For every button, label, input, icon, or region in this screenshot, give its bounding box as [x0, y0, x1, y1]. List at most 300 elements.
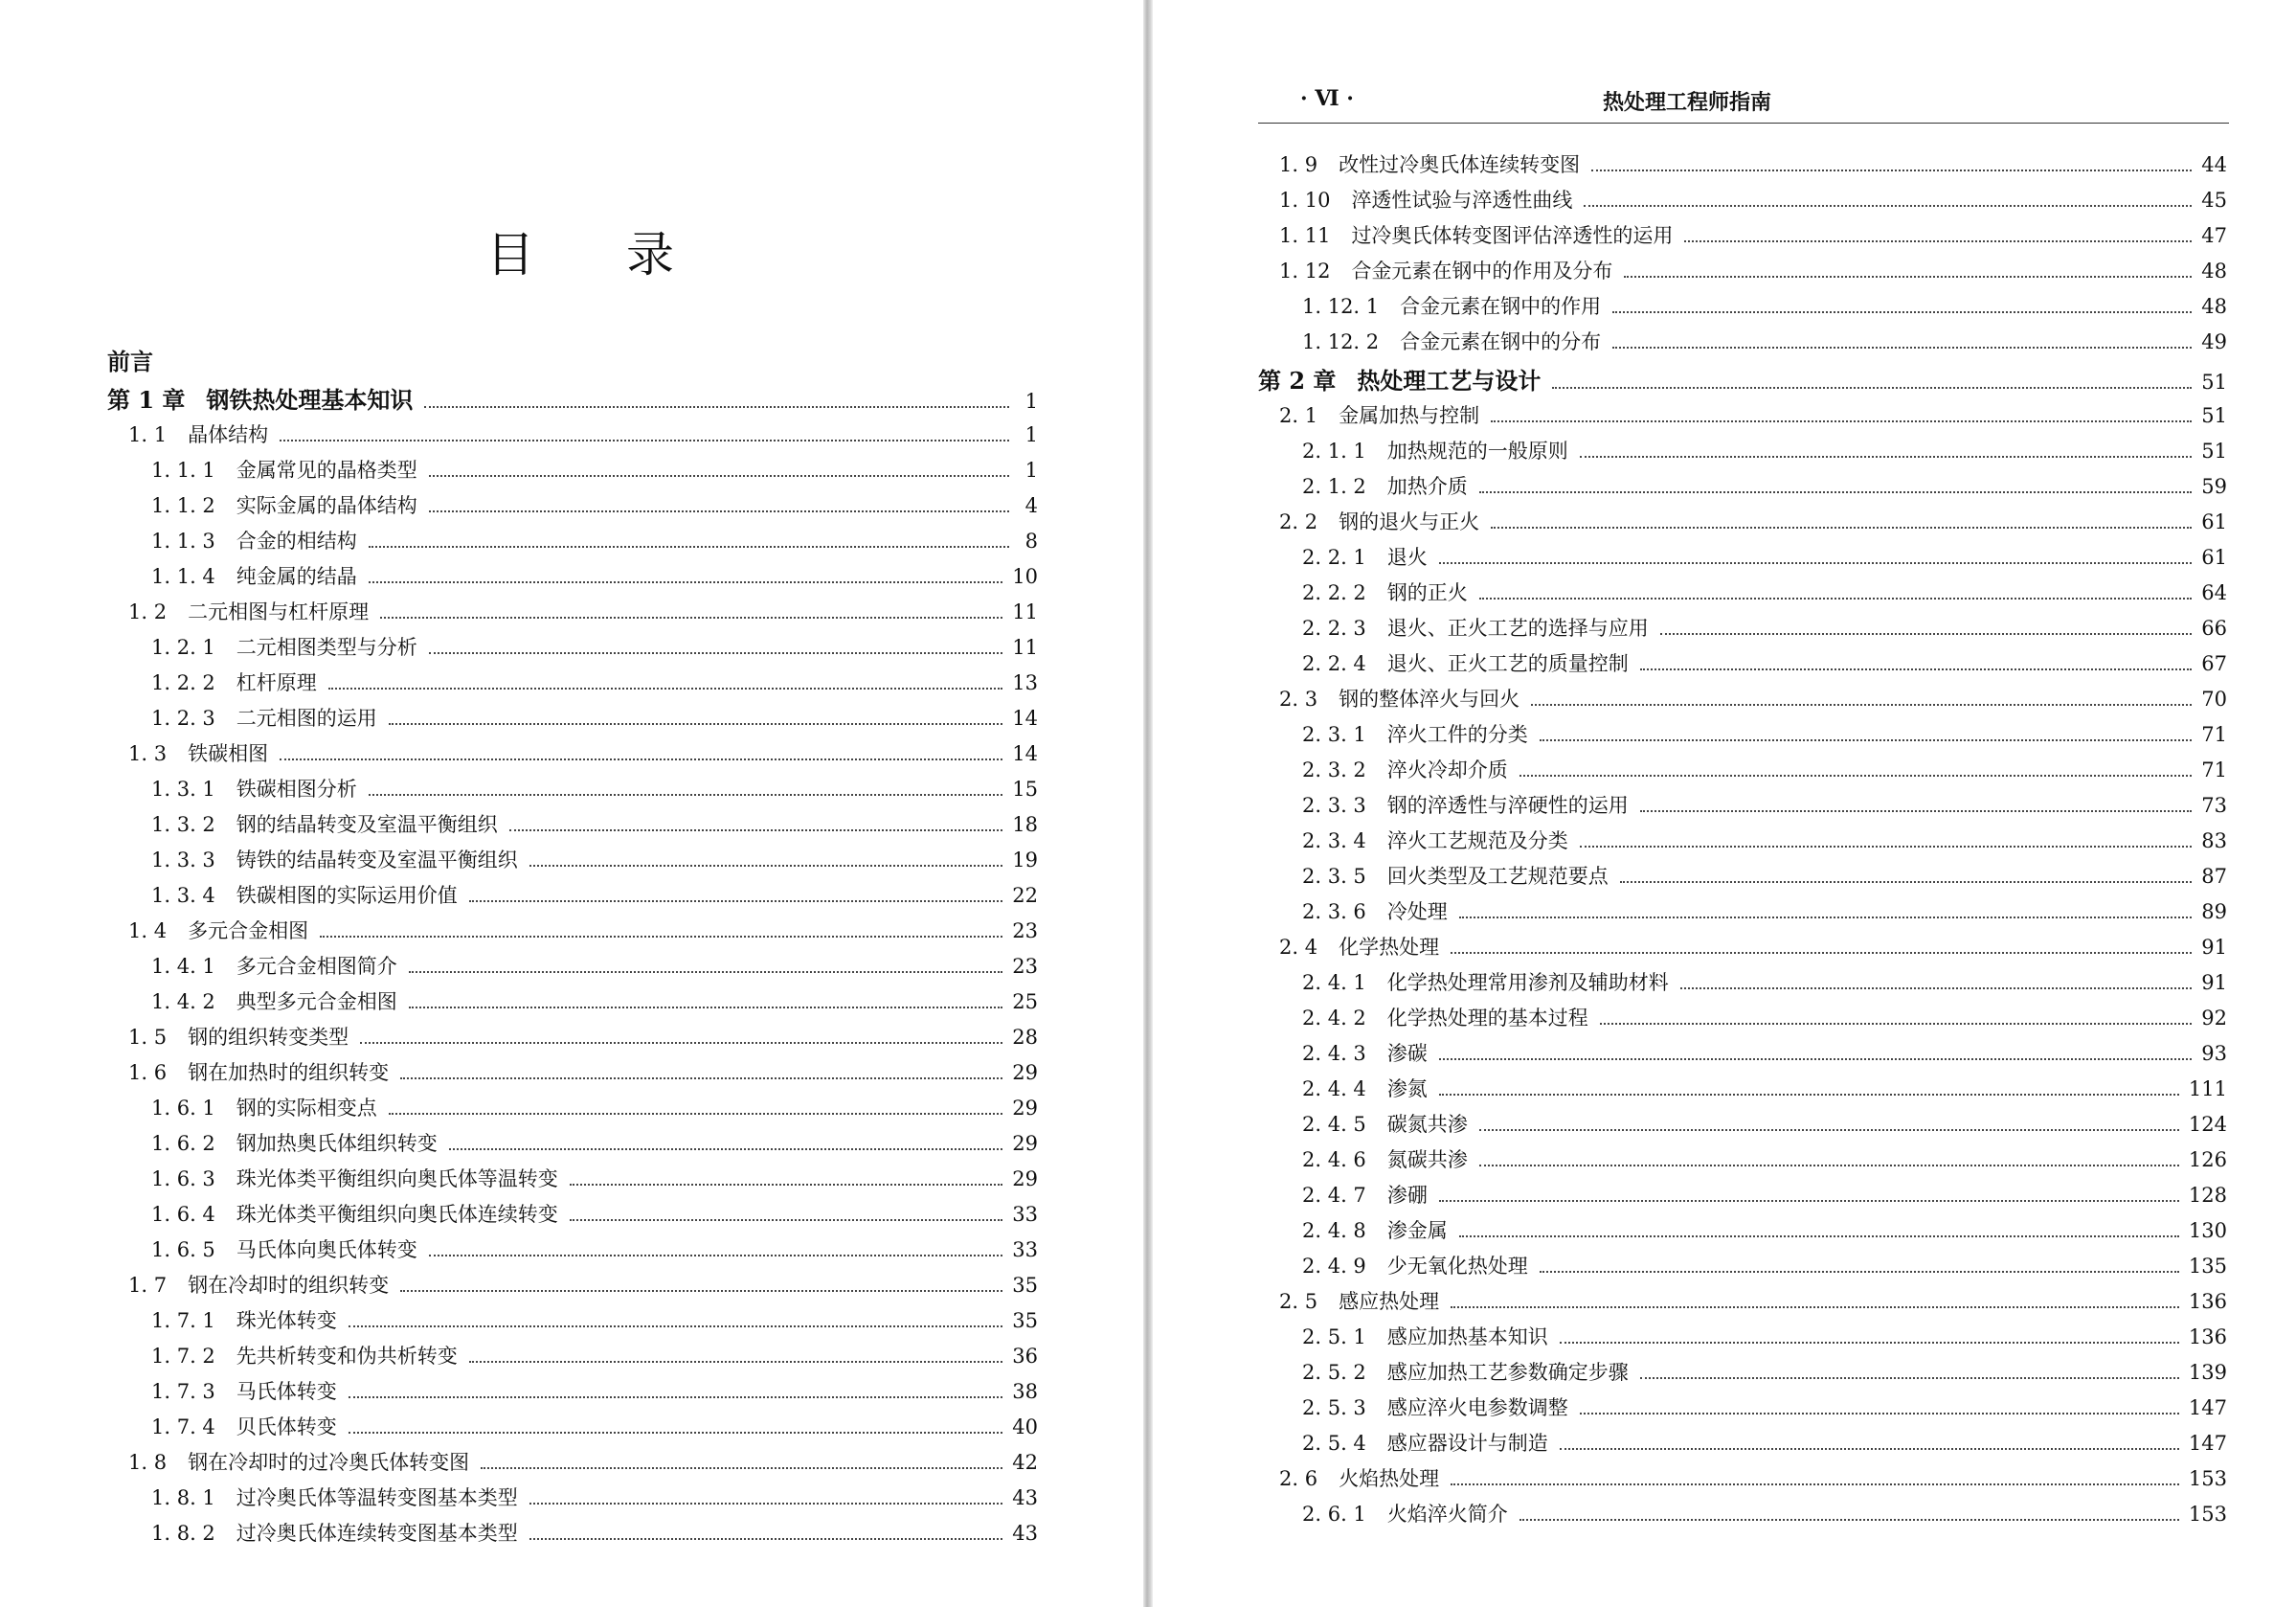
- dot-leader: [1580, 456, 2192, 458]
- toc-entry-title: 钢的淬透性与淬硬性的运用: [1386, 794, 1629, 817]
- dot-leader: [1552, 387, 2192, 389]
- dot-leader: [1451, 952, 2192, 954]
- toc-entry[interactable]: [1258, 1215, 2227, 1251]
- toc-entry-page-number: 29: [1012, 1167, 1038, 1190]
- toc-entry-page-number: 61: [2201, 510, 2227, 533]
- toc-entry[interactable]: [107, 1164, 1038, 1199]
- toc-entry[interactable]: [1258, 826, 2227, 861]
- toc-entry-title: 过冷奥氏体等温转变图基本类型: [236, 1486, 518, 1509]
- toc-entry[interactable]: [1258, 1357, 2227, 1392]
- dot-leader: [509, 829, 1002, 831]
- toc-entry-label: [1302, 1322, 1548, 1350]
- toc-entry-title: 珠光体类平衡组织向奥氏体连续转变: [236, 1203, 558, 1226]
- toc-entry-label: [151, 1412, 337, 1440]
- toc-entry-label: [151, 455, 417, 484]
- dot-leader: [1660, 633, 2192, 635]
- toc-entry-title: 加热规范的一般原则: [1386, 440, 1568, 463]
- toc-entry-label: [151, 668, 317, 696]
- toc-entry-page-number: 83: [2201, 829, 2227, 852]
- toc-entry[interactable]: [1258, 436, 2227, 471]
- toc-entry-number: 2. 1. 1: [1302, 440, 1366, 463]
- toc-title: [486, 216, 674, 285]
- toc-entry-title: 回火类型及工艺规范要点: [1386, 865, 1609, 888]
- toc-entry[interactable]: [1258, 327, 2227, 362]
- toc-entry-number: 2. 3. 2: [1302, 758, 1366, 781]
- toc-entry[interactable]: [107, 1057, 1038, 1093]
- toc-entry[interactable]: [1258, 577, 2227, 613]
- toc-entry-title: 退火、正火工艺的选择与应用: [1386, 617, 1649, 640]
- toc-entry-title: 多元合金相图: [188, 919, 309, 942]
- dot-leader: [429, 475, 1009, 477]
- toc-entry-title: 合金元素在钢中的作用: [1400, 295, 1602, 318]
- toc-entry[interactable]: [1258, 790, 2227, 826]
- toc-entry-number: 1. 6. 3: [151, 1167, 215, 1190]
- toc-entry-label: [151, 561, 357, 590]
- toc-entry-page-number: 42: [1012, 1451, 1038, 1474]
- dot-leader: [1640, 668, 2192, 670]
- toc-entry-title: 过冷奥氏体连续转变图基本类型: [236, 1522, 518, 1545]
- toc-entry-number: 1. 9: [1279, 153, 1318, 176]
- toc-entry[interactable]: [1258, 507, 2227, 542]
- dot-leader: [481, 1467, 1002, 1469]
- toc-entry-label: [1302, 1392, 1568, 1421]
- toc-entry-page-number: 47: [2201, 224, 2227, 247]
- toc-entry-label: [151, 1305, 337, 1334]
- dot-leader: [1479, 598, 2192, 600]
- dot-leader: [1591, 170, 2192, 171]
- toc-entry[interactable]: [107, 880, 1038, 916]
- toc-entry-number: 2. 6. 1: [1302, 1503, 1366, 1526]
- toc-entry-label: [1279, 149, 1580, 178]
- dot-leader: [570, 1184, 1002, 1186]
- toc-entry[interactable]: [107, 1093, 1038, 1128]
- toc-entry-page-number: 23: [1012, 955, 1038, 978]
- toc-entry[interactable]: [1258, 1251, 2227, 1286]
- toc-entry-page-number: 93: [2201, 1042, 2227, 1065]
- toc-entry-number: 1. 2. 2: [151, 671, 215, 694]
- dot-leader: [570, 1219, 1002, 1221]
- dot-leader: [529, 1538, 1002, 1540]
- toc-entry[interactable]: [1258, 1144, 2227, 1180]
- toc-entry[interactable]: [1258, 185, 2227, 220]
- toc-entry-title: 合金元素在钢中的分布: [1400, 330, 1602, 353]
- toc-entry-number: 2. 1: [1279, 404, 1318, 427]
- toc-entry[interactable]: [107, 738, 1038, 774]
- toc-entry-title: 淬透性试验与淬透性曲线: [1351, 189, 1573, 212]
- dot-leader: [389, 723, 1002, 725]
- toc-entry-label: [1302, 1144, 1468, 1173]
- dot-leader: [1459, 917, 2192, 918]
- toc-entry[interactable]: [1258, 861, 2227, 896]
- toc-entry-number: 1. 12. 2: [1302, 330, 1380, 353]
- toc-entry-page-number: 38: [1012, 1380, 1038, 1403]
- toc-entry[interactable]: [1258, 1286, 2227, 1322]
- toc-entry-number: 2. 4. 2: [1302, 1007, 1366, 1030]
- toc-entry-label: [128, 1022, 349, 1051]
- toc-entry[interactable]: [107, 951, 1038, 986]
- toc-entry-number: 1. 7. 3: [151, 1380, 215, 1403]
- toc-entry-title: 感应淬火电参数调整: [1386, 1396, 1568, 1419]
- toc-entry[interactable]: [1258, 719, 2227, 755]
- dot-leader: [1540, 1271, 2179, 1273]
- toc-entry-page-number: 139: [2188, 1361, 2227, 1384]
- toc-entry-label: [1302, 577, 1468, 606]
- toc-entry-number: 1. 6. 4: [151, 1203, 215, 1226]
- dot-leader: [1560, 1342, 2179, 1344]
- toc-entry-title: 前言: [107, 348, 153, 375]
- toc-entry-number: 1. 4: [128, 919, 168, 942]
- dot-leader: [1680, 987, 2192, 989]
- toc-entry-label: [1279, 256, 1612, 284]
- toc-entry-label: [1302, 291, 1601, 320]
- toc-entry-title: 感应器设计与制造: [1386, 1432, 1548, 1455]
- toc-entry-number: 1. 8: [128, 1451, 168, 1474]
- toc-entry-label: [128, 419, 268, 448]
- toc-entry-label: [1302, 327, 1601, 355]
- toc-entry-number: 1. 1. 4: [151, 565, 215, 588]
- dot-leader: [369, 581, 1002, 583]
- dot-leader: [369, 794, 1002, 796]
- toc-entry-number: 1. 8. 2: [151, 1522, 215, 1545]
- toc-entry[interactable]: [107, 419, 1038, 455]
- toc-entry[interactable]: [107, 561, 1038, 597]
- toc-entry-label: [1302, 471, 1468, 500]
- toc-entry[interactable]: [1258, 755, 2227, 790]
- toc-entry-page-number: 35: [1012, 1309, 1038, 1332]
- toc-entry[interactable]: [107, 809, 1038, 845]
- toc-entry-number: 2. 4. 7: [1302, 1184, 1366, 1207]
- toc-entry-number: 2. 4. 6: [1302, 1148, 1366, 1171]
- toc-entry-title: 化学热处理: [1339, 936, 1440, 959]
- toc-entry[interactable]: [1258, 291, 2227, 327]
- toc-entry[interactable]: [107, 916, 1038, 951]
- right-page: [1153, 0, 2296, 1607]
- toc-entry-title: 少无氧化热处理: [1386, 1255, 1528, 1278]
- toc-entry-label: [1302, 613, 1649, 642]
- toc-entry-page-number: 1: [1024, 390, 1038, 413]
- toc-entry-label: [151, 986, 397, 1015]
- toc-entry-title: 实际金属的晶体结构: [236, 494, 417, 517]
- toc-entry-label: [151, 490, 417, 519]
- toc-entry-number: 2. 5. 4: [1302, 1432, 1366, 1455]
- toc-chapter-entry[interactable]: [1258, 362, 2227, 400]
- toc-entry[interactable]: [107, 1305, 1038, 1341]
- dot-leader: [1640, 810, 2192, 812]
- dot-leader: [429, 652, 1002, 654]
- toc-entry-label: [1279, 400, 1479, 429]
- toc-entry-number: 2. 4. 4: [1302, 1077, 1366, 1100]
- toc-entry-label: [151, 1376, 337, 1405]
- toc-entry-label: [1302, 1180, 1428, 1209]
- toc-entry-page-number: 14: [1012, 707, 1038, 730]
- toc-entry-page-number: 23: [1012, 919, 1038, 942]
- toc-entry[interactable]: [107, 1412, 1038, 1447]
- toc-entry[interactable]: [107, 1483, 1038, 1518]
- toc-entry[interactable]: [107, 1234, 1038, 1270]
- dot-leader: [280, 758, 1002, 760]
- toc-entry-number: 1. 7. 4: [151, 1415, 215, 1438]
- toc-entry[interactable]: [1258, 1074, 2227, 1109]
- toc-entry[interactable]: [1258, 542, 2227, 577]
- toc-entry[interactable]: [107, 1518, 1038, 1553]
- dot-leader: [1451, 1306, 2179, 1308]
- toc-entry[interactable]: [107, 526, 1038, 561]
- toc-entry-number: 2. 3. 4: [1302, 829, 1366, 852]
- toc-entry-page-number: 35: [1012, 1274, 1038, 1297]
- toc-entry[interactable]: [1258, 896, 2227, 932]
- toc-entry-number: 1. 3. 1: [151, 778, 215, 801]
- toc-entry-number: 2. 4. 1: [1302, 971, 1366, 994]
- toc-entry-title: 渗碳: [1386, 1042, 1428, 1065]
- dot-leader: [449, 1148, 1002, 1150]
- toc-entry-page-number: 147: [2188, 1432, 2227, 1455]
- toc-entry[interactable]: [107, 1447, 1038, 1483]
- toc-entry-label: [151, 880, 458, 909]
- toc-preface-entry[interactable]: [107, 343, 1038, 381]
- toc-entry-label: [151, 703, 377, 732]
- toc-entry[interactable]: [1258, 149, 2227, 185]
- toc-entry-label: [1302, 1038, 1428, 1067]
- toc-entry-title: 合金的相结构: [236, 530, 357, 553]
- toc-entry[interactable]: [1258, 471, 2227, 507]
- toc-entry-page-number: 4: [1024, 494, 1038, 517]
- toc-entry[interactable]: [107, 1128, 1038, 1164]
- toc-entry[interactable]: [1258, 1180, 2227, 1215]
- toc-entry[interactable]: [1258, 967, 2227, 1003]
- toc-entry-number: 2. 2. 4: [1302, 652, 1366, 675]
- toc-entry-number: 2. 4. 3: [1302, 1042, 1366, 1065]
- toc-entry-title: 钢的实际相变点: [236, 1097, 377, 1120]
- toc-entry-page-number: 40: [1012, 1415, 1038, 1438]
- toc-entry[interactable]: [107, 455, 1038, 490]
- dot-leader: [469, 900, 1002, 902]
- toc-entry-title: 珠光体转变: [236, 1309, 337, 1332]
- toc-entry-page-number: 128: [2188, 1184, 2227, 1207]
- dot-leader: [1600, 1023, 2192, 1025]
- toc-entry-title: 金属常见的晶格类型: [236, 459, 417, 482]
- dot-leader: [328, 688, 1002, 690]
- toc-entry-label: [1258, 362, 1541, 396]
- dot-leader: [1519, 1519, 2179, 1521]
- toc-entry-label: [1302, 436, 1568, 464]
- toc-entry-page-number: 11: [1012, 600, 1038, 623]
- toc-entry-title: 淬火工件的分类: [1386, 723, 1528, 746]
- toc-entry-label: [1302, 967, 1669, 996]
- toc-entry-page-number: 48: [2201, 260, 2227, 283]
- toc-entry[interactable]: [1258, 1392, 2227, 1428]
- dot-leader: [1479, 491, 2192, 493]
- toc-entry-label: [1302, 861, 1609, 890]
- toc-entry-label: [1302, 542, 1428, 571]
- toc-entry-number: 1. 7: [128, 1274, 168, 1297]
- toc-entry-number: 1. 2. 3: [151, 707, 215, 730]
- toc-entry-page-number: 91: [2201, 971, 2227, 994]
- toc-entry-title: 热处理工艺与设计: [1357, 367, 1542, 395]
- toc-entry[interactable]: [107, 490, 1038, 526]
- toc-entry-number: 1. 4. 1: [151, 955, 215, 978]
- toc-entry-number: 1. 1. 2: [151, 494, 215, 517]
- toc-entry[interactable]: [1258, 220, 2227, 256]
- toc-entry-page-number: 15: [1012, 778, 1038, 801]
- toc-entry-number: 1. 6. 1: [151, 1097, 215, 1120]
- toc-entry-label: [1279, 684, 1519, 713]
- left-page: [0, 0, 1143, 1607]
- toc-entry-page-number: 111: [2188, 1077, 2227, 1100]
- toc-entry-title: 铁碳相图: [188, 742, 269, 765]
- dot-leader: [529, 1503, 1002, 1505]
- toc-entry-title: 二元相图类型与分析: [236, 636, 417, 659]
- toc-entry-title: 化学热处理的基本过程: [1386, 1007, 1588, 1030]
- toc-entry-title: 二元相图的运用: [236, 707, 377, 730]
- toc-entry-label: [151, 1164, 558, 1192]
- toc-entry-title: 钢的结晶转变及室温平衡组织: [236, 813, 498, 836]
- toc-entry-page-number: 91: [2201, 936, 2227, 959]
- toc-entry-number: 2. 2. 1: [1302, 546, 1366, 569]
- toc-entry-number: 2. 4. 8: [1302, 1219, 1366, 1242]
- toc-entry[interactable]: [107, 1022, 1038, 1057]
- dot-leader: [400, 1077, 1002, 1079]
- toc-entry[interactable]: [107, 774, 1038, 809]
- toc-entry-label: [128, 738, 268, 767]
- toc-entry-title: 碳氮共渗: [1386, 1113, 1468, 1136]
- toc-entry-label: [1279, 507, 1479, 535]
- toc-entry-page-number: 19: [1012, 849, 1038, 871]
- toc-entry[interactable]: [1258, 1499, 2227, 1534]
- toc-entry-page-number: 45: [2201, 189, 2227, 212]
- dot-leader: [380, 617, 1002, 619]
- toc-entry[interactable]: [1258, 1428, 2227, 1463]
- toc-entry[interactable]: [107, 1341, 1038, 1376]
- toc-entry-label: [1302, 1215, 1448, 1244]
- dot-leader: [1451, 1483, 2179, 1485]
- toc-entry-title: 钢在冷却时的过冷奥氏体转变图: [188, 1451, 470, 1474]
- toc-entry[interactable]: [1258, 648, 2227, 684]
- toc-entry-label: [1302, 790, 1629, 819]
- dot-leader: [1459, 1235, 2179, 1237]
- toc-entry[interactable]: [107, 1270, 1038, 1305]
- toc-entry-number: 1. 11: [1279, 224, 1331, 247]
- toc-entry[interactable]: [107, 632, 1038, 668]
- toc-entry-page-number: 71: [2201, 723, 2227, 746]
- toc-entry[interactable]: [107, 597, 1038, 632]
- dot-leader: [1620, 881, 2192, 883]
- toc-entry-number: 第 2 章: [1258, 367, 1337, 395]
- toc-entry[interactable]: [1258, 1322, 2227, 1357]
- toc-entry[interactable]: [107, 1376, 1038, 1412]
- toc-entry-label: [1302, 896, 1448, 925]
- toc-entry[interactable]: [107, 1199, 1038, 1234]
- toc-entry-title: 先共析转变和伪共析转变: [236, 1345, 458, 1368]
- toc-entry-title: 马氏体转变: [236, 1380, 337, 1403]
- toc-entry-page-number: 43: [1012, 1522, 1038, 1545]
- toc-entry[interactable]: [1258, 1463, 2227, 1499]
- toc-entry[interactable]: [107, 845, 1038, 880]
- dot-leader: [369, 546, 1009, 548]
- toc-entry[interactable]: [1258, 1003, 2227, 1038]
- dot-leader: [529, 865, 1002, 867]
- toc-entry-number: 1. 10: [1279, 189, 1331, 212]
- toc-entry-page-number: 66: [2201, 617, 2227, 640]
- toc-entry-page-number: 87: [2201, 865, 2227, 888]
- toc-entry[interactable]: [107, 703, 1038, 738]
- toc-entry-label: [1279, 932, 1439, 961]
- toc-entry-page-number: 64: [2201, 581, 2227, 604]
- toc-entry-page-number: 92: [2201, 1007, 2227, 1030]
- toc-entry-page-number: 13: [1012, 671, 1038, 694]
- toc-entry-number: 2. 3. 5: [1302, 865, 1366, 888]
- toc-entry[interactable]: [1258, 1109, 2227, 1144]
- toc-title-char-1: 目: [486, 227, 534, 283]
- toc-entry-page-number: 28: [1012, 1026, 1038, 1049]
- page-gutter: [1143, 0, 1153, 1607]
- toc-entry-title: 化学热处理常用渗剂及辅助材料: [1386, 971, 1669, 994]
- dot-leader: [429, 510, 1009, 512]
- toc-entry[interactable]: [1258, 932, 2227, 967]
- toc-entry-title: 钢的整体淬火与回火: [1339, 688, 1520, 711]
- toc-entry-title: 感应热处理: [1339, 1290, 1440, 1313]
- toc-entry[interactable]: [107, 668, 1038, 703]
- toc-entry-number: 2. 6: [1279, 1467, 1318, 1490]
- toc-list-left: [107, 343, 1038, 1553]
- toc-entry-title: 感应加热工艺参数确定步骤: [1386, 1361, 1629, 1384]
- toc-entry-label: [151, 632, 417, 661]
- toc-entry-page-number: 1: [1024, 423, 1038, 446]
- toc-entry-page-number: 51: [2201, 440, 2227, 463]
- toc-entry[interactable]: [1258, 400, 2227, 436]
- toc-entry[interactable]: [1258, 684, 2227, 719]
- toc-entry-page-number: 14: [1012, 742, 1038, 765]
- dot-leader: [1584, 205, 2192, 207]
- toc-entry-title: 火焰淬火简介: [1386, 1503, 1508, 1526]
- dot-leader: [1519, 775, 2192, 777]
- toc-entry-title: 合金元素在钢中的作用及分布: [1351, 260, 1613, 283]
- toc-entry-number: 1. 12. 1: [1302, 295, 1380, 318]
- toc-entry-page-number: 25: [1012, 990, 1038, 1013]
- dot-leader: [320, 936, 1002, 938]
- toc-entry-title: 淬火冷却介质: [1386, 758, 1508, 781]
- toc-entry-page-number: 130: [2188, 1219, 2227, 1242]
- toc-entry-number: 2. 2. 3: [1302, 617, 1366, 640]
- toc-entry-label: [1302, 1074, 1428, 1102]
- toc-entry-number: 1. 8. 1: [151, 1486, 215, 1509]
- toc-entry-label: [151, 1518, 518, 1547]
- dot-leader: [349, 1432, 1002, 1434]
- toc-entry[interactable]: [107, 986, 1038, 1022]
- toc-entry-title: 冷处理: [1386, 900, 1448, 923]
- toc-entry-page-number: 11: [1012, 636, 1038, 659]
- toc-entry-title: 钢的正火: [1386, 581, 1468, 604]
- toc-entry-title: 珠光体类平衡组织向奥氏体等温转变: [236, 1167, 558, 1190]
- toc-entry-page-number: 29: [1012, 1061, 1038, 1084]
- toc-entry[interactable]: [1258, 256, 2227, 291]
- toc-chapter-entry[interactable]: [107, 381, 1038, 419]
- toc-entry-title: 钢铁热处理基本知识: [206, 386, 414, 414]
- toc-entry-page-number: 126: [2188, 1148, 2227, 1171]
- toc-entry[interactable]: [1258, 613, 2227, 648]
- toc-entry-page-number: 135: [2188, 1255, 2227, 1278]
- toc-entry-number: 1. 12: [1279, 260, 1331, 283]
- toc-entry-number: 2. 5: [1279, 1290, 1318, 1313]
- toc-entry[interactable]: [1258, 1038, 2227, 1074]
- dot-leader: [1491, 420, 2192, 422]
- dot-leader: [409, 971, 1002, 973]
- dot-leader: [280, 440, 1009, 441]
- toc-entry-number: 2. 1. 2: [1302, 475, 1366, 498]
- toc-entry-title: 钢在加热时的组织转变: [188, 1061, 390, 1084]
- toc-entry-page-number: 73: [2201, 794, 2227, 817]
- toc-entry-number: 1. 6. 5: [151, 1238, 215, 1261]
- toc-entry-number: 1. 2. 1: [151, 636, 215, 659]
